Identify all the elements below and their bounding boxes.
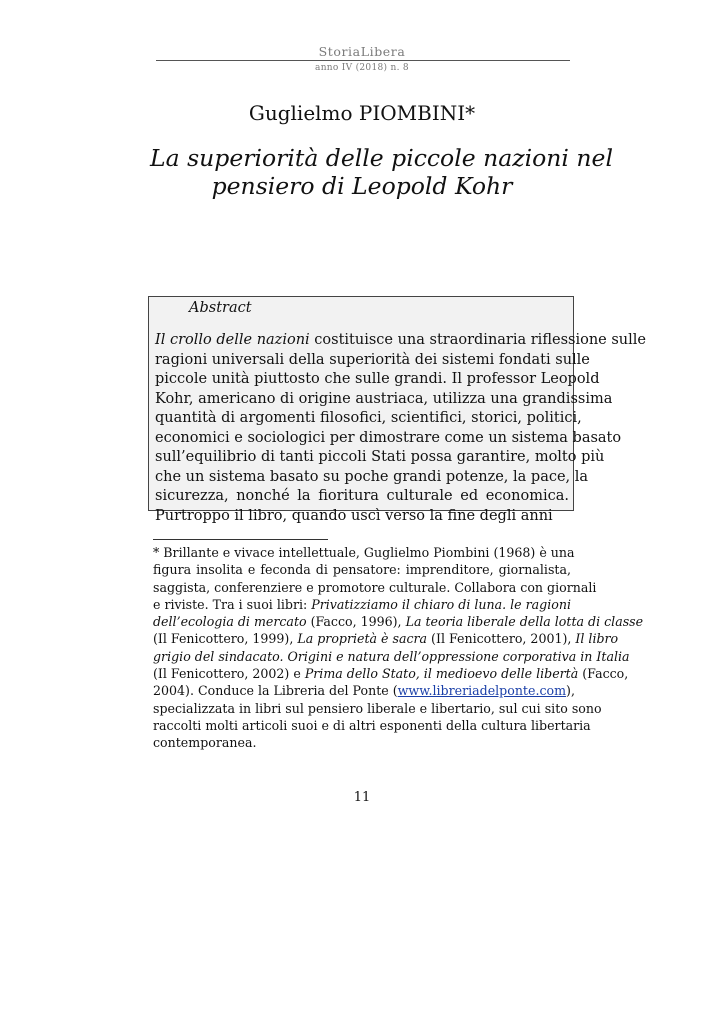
abstract-line: Kohr, americano di origine austriaca, utilizza una grandissima bbox=[155, 390, 613, 407]
article-title bbox=[150, 144, 613, 200]
abstract-line: Il crollo delle nazioni costituisce una straordinaria riflessione sulle bbox=[155, 332, 646, 348]
abstract-heading: Abstract bbox=[189, 300, 252, 316]
author-footnote bbox=[153, 544, 644, 752]
footnote-line: contemporanea. bbox=[153, 735, 257, 751]
footnote-line: saggista, conferenziere e promotore culturale. Collabora con giornali bbox=[153, 579, 597, 595]
title-line: pensiero di Leopold Kohr bbox=[211, 172, 513, 200]
header-divider bbox=[156, 60, 570, 61]
footnote-line: specializzata in libri sul pensiero liberale e libertario, sul cui sito sono bbox=[153, 700, 602, 716]
footnote-line: figura insolita e feconda di pensatore: imprenditore, giornalista, bbox=[153, 562, 571, 578]
footnote-line: raccolti molti articoli suoi e di altri esponenti della cultura libertaria bbox=[153, 717, 591, 733]
footnote-line: 2004). Conduce la Libreria del Ponte (www.libreriadelponte.com), bbox=[153, 683, 575, 699]
abstract-line: sull’equilibrio di tanti piccoli Stati possa garantire, molto più bbox=[155, 449, 605, 465]
footnote-divider bbox=[153, 539, 328, 540]
abstract-line: quantità di argomenti filosofici, scientifici, storici, politici, bbox=[155, 410, 582, 426]
abstract-line: ragioni universali della superiorità dei sistemi fondati sulle bbox=[155, 351, 590, 368]
abstract-line: piccole unità piuttosto che sulle grandi. Il professor Leopold bbox=[155, 371, 600, 387]
author-name: Guglielmo PIOMBINI* bbox=[248, 101, 476, 125]
journal-issue: anno IV (2018) n. 8 bbox=[315, 63, 409, 73]
title-line: La superiorità delle piccole nazioni nel bbox=[150, 144, 613, 172]
website-link[interactable]: www.libreriadelponte.com bbox=[397, 683, 567, 699]
footnote-line: e riviste. Tra i suoi libri: Privatizziamo il chiaro di luna. le ragioni bbox=[153, 596, 571, 612]
footnote-line: (Il Fenicottero, 2002) e Prima dello Stato, il medioevo delle libertà (Facco, bbox=[153, 666, 629, 682]
abstract-text bbox=[155, 331, 646, 526]
book-title: Il crollo delle nazioni bbox=[155, 332, 310, 348]
abstract-line: sicurezza, nonché la fioritura culturale ed economica. bbox=[155, 488, 569, 504]
page-number: 11 bbox=[353, 790, 371, 805]
abstract-line: Purtroppo il libro, quando uscì verso la fine degli anni bbox=[155, 507, 553, 524]
abstract-line: che un sistema basato su poche grandi potenze, la pace, la bbox=[155, 468, 589, 485]
footnote-line: grigio del sindacato. Origini e natura dell’oppressione corporativa in Italia bbox=[153, 648, 630, 664]
abstract-box bbox=[148, 296, 646, 524]
abstract-line: economici e sociologici per dimostrare come un sistema basato bbox=[155, 429, 622, 446]
footnote-line: * Brillante e vivace intellettuale, Guglielmo Piombini (1968) è una bbox=[153, 545, 575, 560]
footnote-line: (Il Fenicottero, 1999), La proprietà è sacra (Il Fenicottero, 2001), Il libro bbox=[153, 631, 619, 647]
journal-name: StoriaLibera bbox=[318, 44, 406, 59]
footnote-line: dell’ecologia di mercato (Facco, 1996), La teoria liberale della lotta di classe bbox=[153, 614, 644, 630]
